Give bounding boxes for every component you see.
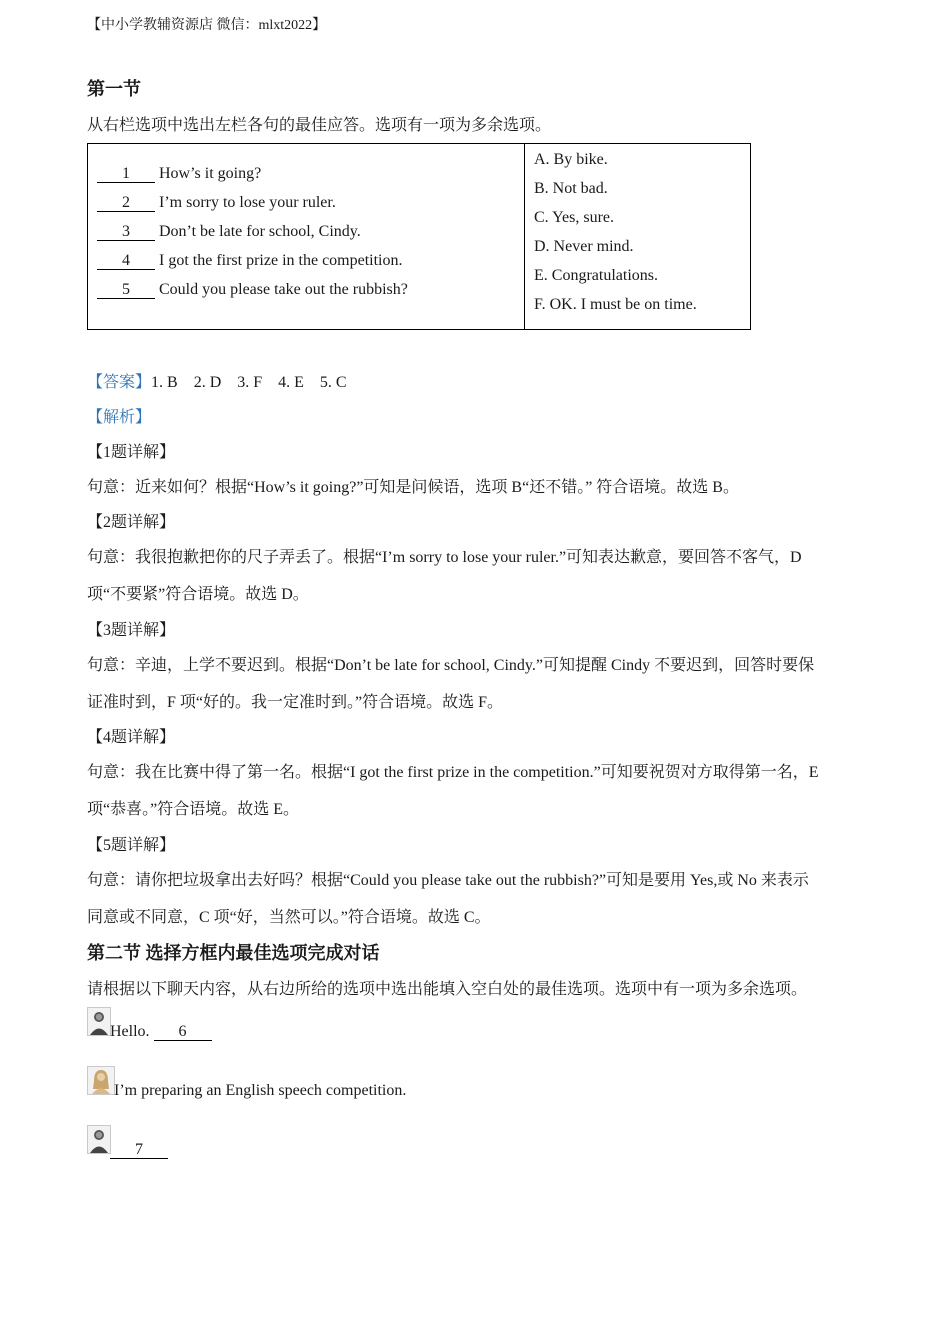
dialog-line-1 bbox=[110, 1023, 212, 1041]
questions-column bbox=[88, 144, 525, 330]
detail-4-title: 【4题详解】 bbox=[87, 729, 176, 746]
answer-line bbox=[87, 369, 347, 392]
section1-instruction: 从右栏选项中选出左栏各句的最佳应答。选项有一项为多余选项。 bbox=[87, 117, 552, 134]
analysis-label: 【解析】 bbox=[87, 409, 152, 426]
option-b: B. Not bad. bbox=[534, 180, 608, 197]
answer-blank-3: 3 bbox=[97, 224, 155, 241]
answer-blank-1: 1 bbox=[97, 166, 155, 183]
answer-text: 1. B 2. D 3. F 4. E 5. C bbox=[151, 374, 347, 391]
detail-1-line-1: 句意：近来如何？根据“How’s it going?”可知是问候语，选项 B“还不错。” 符合语境。故选 B。 bbox=[87, 479, 739, 496]
section2-instruction: 请根据以下聊天内容，从右边所给的选项中选出能填入空白处的最佳选项。选项中有一项为多余选项。 bbox=[87, 981, 808, 998]
detail-3-title: 【3题详解】 bbox=[87, 622, 176, 639]
option-c: C. Yes, sure. bbox=[534, 209, 615, 226]
options-column bbox=[525, 144, 751, 330]
dialog-text: Hello. bbox=[110, 1023, 154, 1040]
detail-2-title: 【2题详解】 bbox=[87, 514, 176, 531]
question-table bbox=[87, 143, 751, 330]
detail-3-line-2: 证准时到，F 项“好的。我一定准时到。”符合语境。故选 F。 bbox=[87, 694, 504, 711]
male-avatar-icon bbox=[87, 1007, 111, 1036]
option-f: F. OK. I must be on time. bbox=[534, 296, 697, 313]
question-4 bbox=[97, 251, 524, 280]
female-avatar-icon bbox=[87, 1066, 115, 1095]
option-a: A. By bike. bbox=[534, 151, 608, 168]
option-e: E. Congratulations. bbox=[534, 267, 658, 284]
male-avatar-icon bbox=[87, 1125, 111, 1154]
detail-5-line-2: 同意或不同意，C 项“好，当然可以。”符合语境。故选 C。 bbox=[87, 909, 491, 926]
section2-title: 第二节 选择方框内最佳选项完成对话 bbox=[87, 943, 380, 963]
detail-1-title: 【1题详解】 bbox=[87, 444, 176, 461]
dialog-line-2: I’m preparing an English speech competition. bbox=[114, 1082, 407, 1099]
question-text: I’m sorry to lose your ruler. bbox=[159, 194, 336, 211]
question-text: I got the first prize in the competition. bbox=[159, 252, 403, 269]
answer-label: 【答案】 bbox=[87, 374, 152, 391]
detail-3-line-1: 句意：辛迪，上学不要迟到。根据“Don’t be late for school, Cindy.”可知提醒 Cindy 不要迟到，回答时要保 bbox=[87, 657, 815, 674]
question-2 bbox=[97, 193, 524, 222]
answer-blank-5: 5 bbox=[97, 282, 155, 299]
detail-4-line-1: 句意：我在比赛中得了第一名。根据“I got the first prize in the competition.”可知要祝贺对方取得第一名，E bbox=[87, 764, 819, 781]
dialog-blank-7: 7 bbox=[110, 1142, 168, 1159]
question-text: Could you please take out the rubbish? bbox=[159, 281, 408, 298]
option-d: D. Never mind. bbox=[534, 238, 634, 255]
detail-5-line-1: 句意：请你把垃圾拿出去好吗？根据“Could you please take out the rubbish?”可知是要用 Yes,或 No 来表示 bbox=[87, 872, 809, 889]
question-3 bbox=[97, 222, 524, 251]
detail-4-line-2: 项“恭喜。”符合语境。故选 E。 bbox=[87, 801, 299, 818]
question-text: How’s it going? bbox=[159, 165, 262, 182]
detail-5-title: 【5题详解】 bbox=[87, 837, 176, 854]
section1-title: 第一节 bbox=[87, 79, 141, 99]
detail-2-line-2: 项“不要紧”符合语境。故选 D。 bbox=[87, 586, 309, 603]
page-header: 【中小学教辅资源店 微信：mlxt2022】 bbox=[87, 18, 327, 33]
dialog-blank-6: 6 bbox=[154, 1024, 212, 1041]
answer-blank-2: 2 bbox=[97, 195, 155, 212]
question-1 bbox=[97, 164, 524, 193]
detail-2-line-1: 句意：我很抱歉把你的尺子弄丢了。根据“I’m sorry to lose your ruler.”可知表达歉意，要回答不客气，D bbox=[87, 549, 802, 566]
question-5 bbox=[97, 280, 524, 309]
dialog-line-3 bbox=[110, 1141, 168, 1159]
answer-blank-4: 4 bbox=[97, 253, 155, 270]
question-text: Don’t be late for school, Cindy. bbox=[159, 223, 361, 240]
